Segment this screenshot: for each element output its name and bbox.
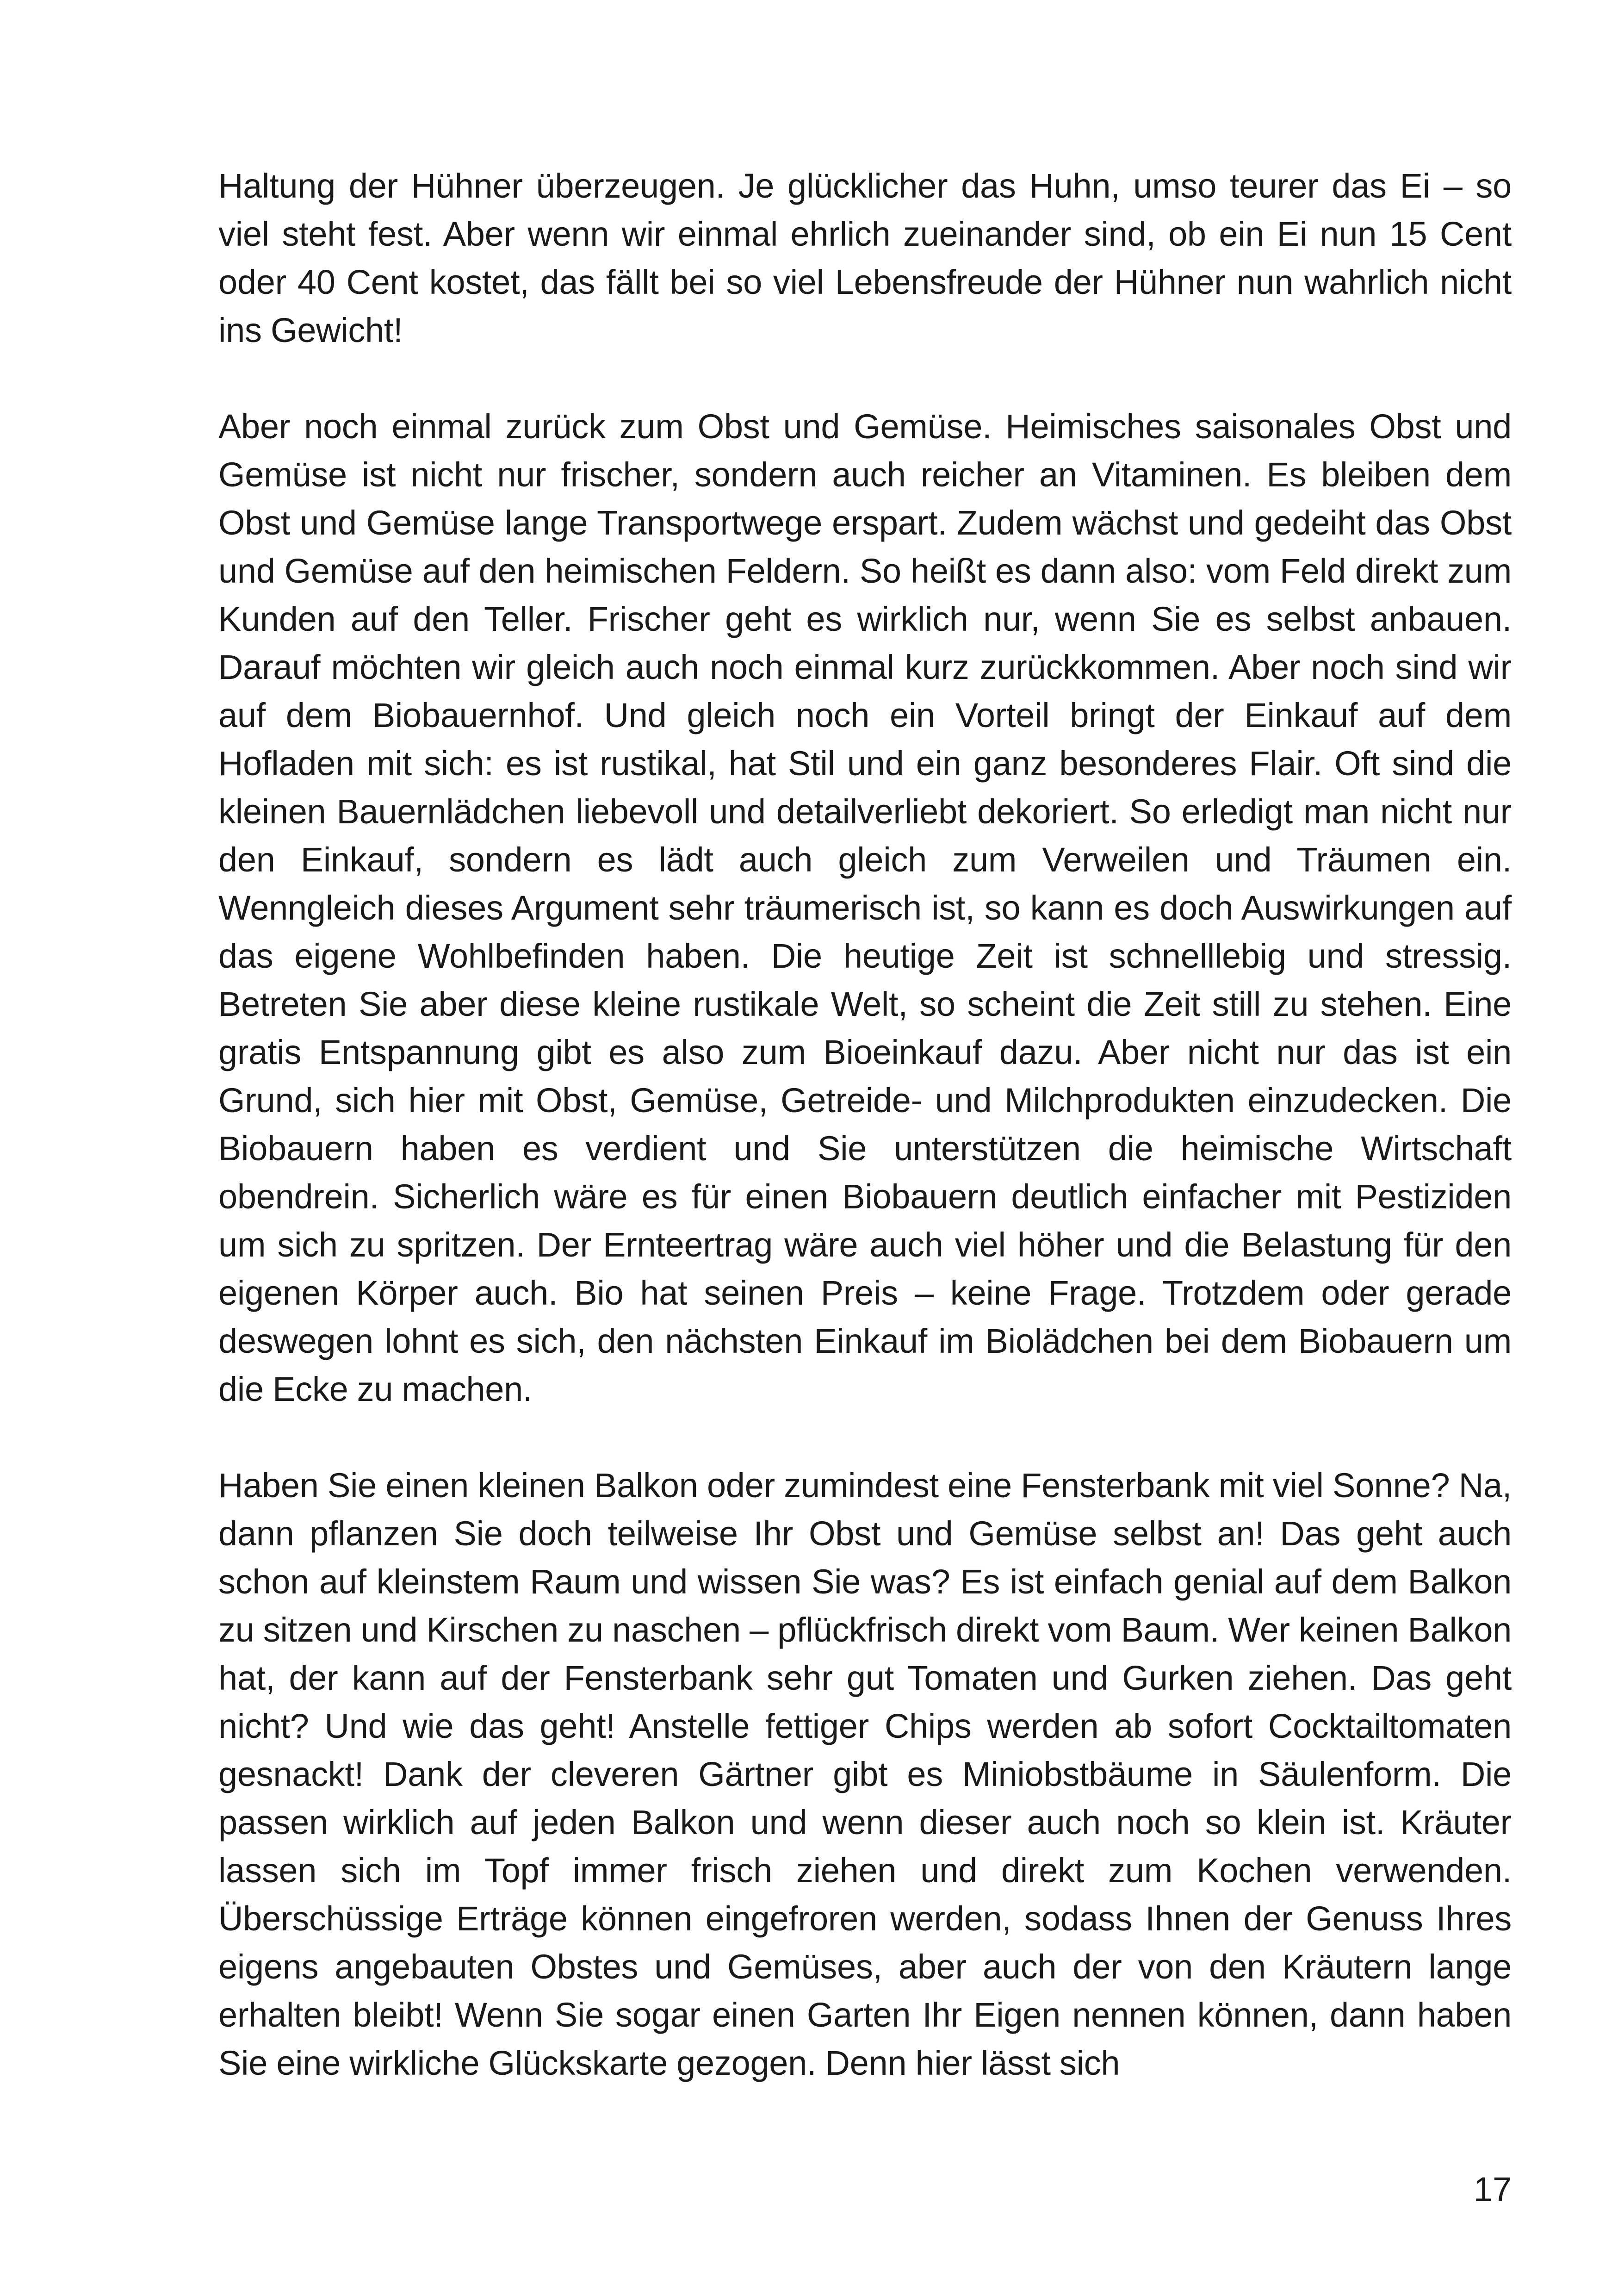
paragraph-3: Haben Sie einen kleinen Balkon oder zumindest eine Fensterbank mit viel Sonne? Na, dann pflanzen Sie doch teilweise Ihr Obst und Gemüse selbst an! Das geht auch schon auf kleinstem Raum und wissen Sie was? Es ist einfach genial auf dem Balkon zu sitzen und Kirschen zu naschen – pflückfrisch direkt vom Baum. Wer keinen Balkon hat, der kann auf der Fensterbank sehr gut Tomaten und Gurken ziehen. Das geht nicht? Und wie das geht! Anstelle fettiger Chips werden ab sofort Cocktailtomaten gesnackt! Dank der cleveren Gärtner gibt es Miniobstbäume in Säulenform. Die passen wirklich auf jeden Balkon und wenn dieser auch noch so klein ist. Kräuter lassen sich im Topf immer frisch ziehen und direkt zum Kochen verwenden. Überschüssige Erträge können eingefroren werden, sodass Ihnen der Genuss Ihres eigens angebauten Obstes und Gemüses, aber auch der von den Kräutern lange erhalten bleibt! Wenn Sie sogar einen Garten Ihr Eigen nennen können, dann haben Sie eine wirkliche Glückskarte gezogen. Denn hier lässt sich bbox=[218, 1466, 1512, 2082]
paragraph-1: Haltung der Hühner überzeugen. Je glücklicher das Huhn, umso teurer das Ei – so viel steht fest. Aber wenn wir einmal ehrlich zueinander sind, ob ein Ei nun 15 Cent oder 40 Cent kostet, das fällt bei so viel Lebensfreude der Hühner nun wahrlich nicht ins Gewicht! bbox=[218, 167, 1512, 349]
body-text bbox=[218, 162, 1512, 2087]
paragraph-2: Aber noch einmal zurück zum Obst und Gemüse. Heimisches saisonales Obst und Gemüse ist nicht nur frischer, sondern auch reicher an Vitaminen. Es bleiben dem Obst und Gemüse lange Transportwege erspart. Zudem wächst und gedeiht das Obst und Gemüse auf den heimischen Feldern. So heißt es dann also: vom Feld direkt zum Kunden auf den Teller. Frischer geht es wirklich nur, wenn Sie es selbst anbauen. Darauf möchten wir gleich auch noch einmal kurz zurückkommen. Aber noch sind wir auf dem Biobauernhof. Und gleich noch ein Vorteil bringt der Einkauf auf dem Hofladen mit sich: es ist rustikal, hat Stil und ein ganz besonderes Flair. Oft sind die kleinen Bauernlädchen liebevoll und detailverliebt dekoriert. So erledigt man nicht nur den Einkauf, sondern es lädt auch gleich zum Verweilen und Träumen ein. Wenngleich dieses Argument sehr träumerisch ist, so kann es doch Auswirkungen auf das eigene Wohlbefinden haben. Die heutige Zeit ist schnelllebig und stressig. Betreten Sie aber diese kleine rustikale Welt, so scheint die Zeit still zu stehen. Eine gratis Entspannung gibt es also zum Bioeinkauf dazu. Aber nicht nur das ist ein Grund, sich hier mit Obst, Gemüse, Getreide- und Milchprodukten einzudecken. Die Biobauern haben es verdient und Sie unterstützen die heimische Wirtschaft obendrein. Sicherlich wäre es für einen Biobauern deutlich einfacher mit Pestiziden um sich zu spritzen. Der Ernteertrag wäre auch viel höher und die Belastung für den eigenen Körper auch. Bio hat seinen Preis – keine Frage. Trotzdem oder gerade deswegen lohnt es sich, den nächsten Einkauf im Biolädchen bei dem Biobauern um die Ecke zu machen. bbox=[218, 407, 1512, 1408]
page-number: 17 bbox=[1473, 2170, 1512, 2209]
